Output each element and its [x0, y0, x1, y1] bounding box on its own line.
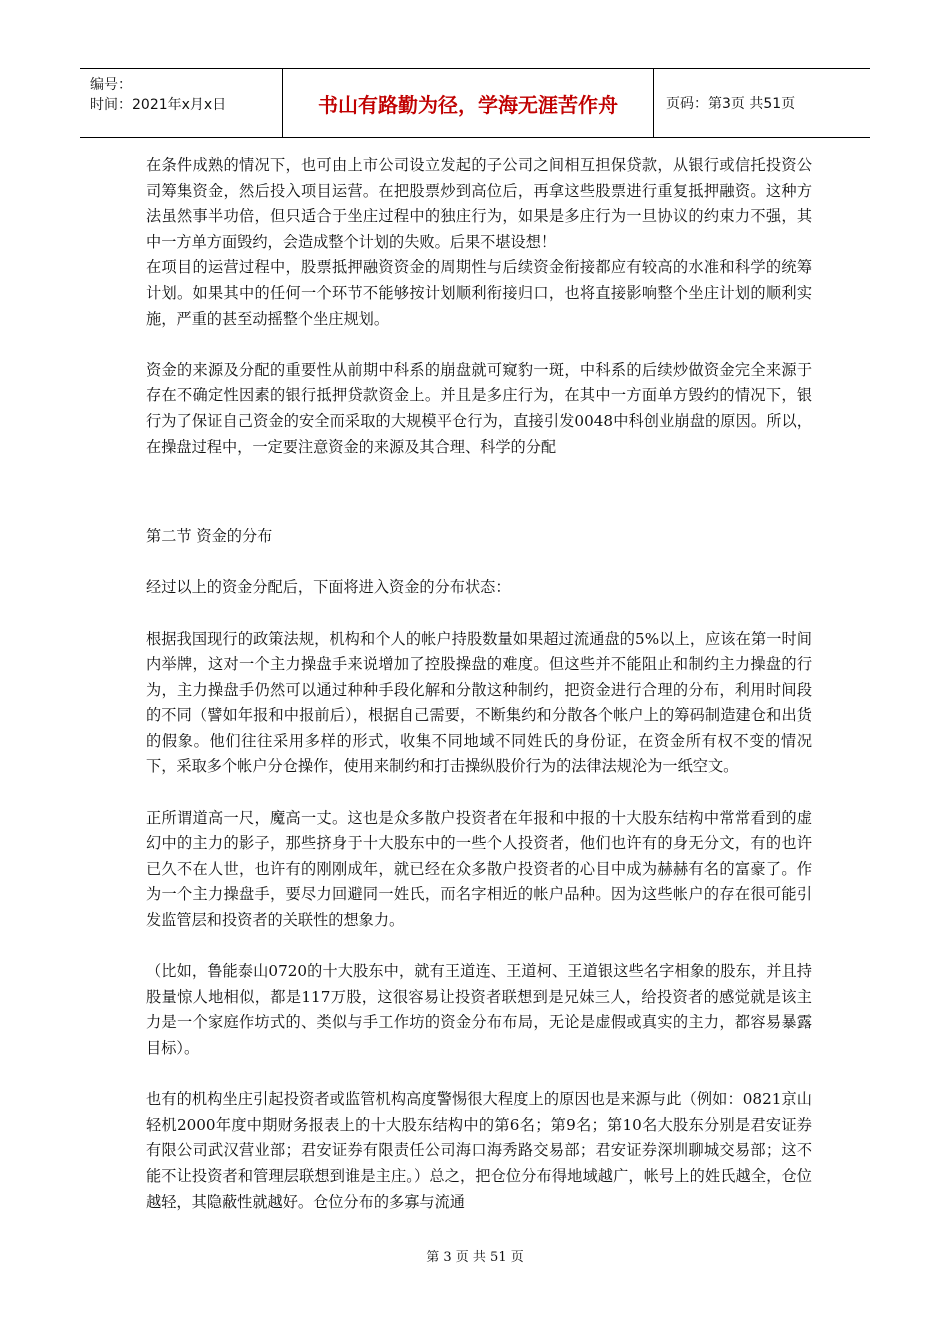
paragraph-1: 在条件成熟的情况下，也可由上市公司设立发起的子公司之间相互担保贷款，从银行或信托投资公司筹集资金，然后投入项目运营。在把股票炒到高位后，再拿这些股票进行重复抵押融资。这种方法虽然事半功倍，但只适合于坐庄过程中的独庄行为，如果是多庄行为一旦协议的约束力不强，其中一方单方面毁约，会造成整个计划的失败。后果不堪设想！ [146, 156, 812, 251]
paragraph-4: 经过以上的资金分配后，下面将进入资金的分布状态： [146, 578, 511, 597]
document-code-label: 编号： [90, 77, 132, 93]
paragraph-5: 根据我国现行的政策法规，机构和个人的帐户持股数量如果超过流通盘的5%以上，应该在第一时间内举牌，这对一个主力操盘手来说增加了控股操盘的难度。但这些并不能阻止和制约主力操盘的行为，主力操盘手仍然可以通过种种手段化解和分散这种制约，把资金进行合理的分布，利用时间段的不同（譬如年报和中报前后），根据自己需要，不断集约和分散各个帐户上的筹码制造建仓和出货的假象。他们往往采用多样的形式，收集不同地域不同姓氏的身份证，在资金所有权不变的情况下，采取多个帐户分仓操作，使用来制约和打击操纵股价行为的法律法规沦为一纸空文。 [146, 629, 812, 776]
paragraph-2: 在项目的运营过程中，股票抵押融资资金的周期性与后续资金衔接都应有较高的水准和科学的统筹计划。如果其中的任何一个环节不能够按计划顺利衔接归口，也将直接影响整个坐庄计划的顺利实施，严重的甚至动摇整个坐庄规划。 [146, 258, 812, 328]
header-meta [80, 69, 280, 137]
page-footer: 第 3 页 共 51 页 [426, 1250, 524, 1265]
paragraph-3: 资金的来源及分配的重要性从前期中科系的崩盘就可窥豹一斑，中科系的后续炒做资金完全来源于存在不确定性因素的银行抵押贷款资金上。并且是多庄行为，在其中一方面单方毁约的情况下，银行为了保证自己资金的安全而采取的大规模平仓行为，直接引发0048中科创业崩盘的原因。所以，在操盘过程中，一定要注意资金的来源及其合理、科学的分配 [146, 360, 812, 456]
header-motto: 书山有路勤为径，学海无涯苦作舟 [282, 69, 654, 137]
document-time-label: 时间：2021年x月x日 [90, 97, 227, 113]
section-heading: 第二节 资金的分布 [146, 527, 273, 546]
page-header [80, 68, 870, 138]
paragraph-7: （比如，鲁能泰山0720的十大股东中，就有王道连、王道柯、王道银这些名字相象的股东，并且持股量惊人地相似，都是117万股，这很容易让投资者联想到是兄妹三人，给投资者的感觉就是该主力是一个家庭作坊式的、类似与手工作坊的资金分布布局，无论是虚假或真实的主力，都容易暴露目标）。 [146, 962, 812, 1057]
document-body [146, 153, 812, 1215]
header-page-info: 页码：第3页 共51页 [666, 96, 796, 112]
paragraph-8: 也有的机构坐庄引起投资者或监管机构高度警惕很大程度上的原因也是来源与此（例如：0821京山轻机2000年度中期财务报表上的十大股东结构中的第6名；第9名；第10名大股东分别是君安证券有限公司武汉营业部；君安证券有限责任公司海口海秀路交易部；君安证券深圳聊城交易部；这不能不让投资者和管理层联想到谁是主庄。）总之，把仓位分布得地域越广，帐号上的姓氏越全，仓位越轻，其隐蔽性就越好。仓位分布的多寡与流通 [146, 1090, 812, 1211]
paragraph-6: 正所谓道高一尺，魔高一丈。这也是众多散户投资者在年报和中报的十大股东结构中常常看到的虚幻中的主力的影子，那些挤身于十大股东中的一些个人投资者，他们也许有的身无分文，有的也许已久不在人世，也许有的刚刚成年，就已经在众多散户投资者的心目中成为赫赫有名的富豪了。作为一个主力操盘手，要尽力回避同一姓氏，而名字相近的帐户品种。因为这些帐户的存在很可能引发监管层和投资者的关联性的想象力。 [146, 808, 812, 930]
